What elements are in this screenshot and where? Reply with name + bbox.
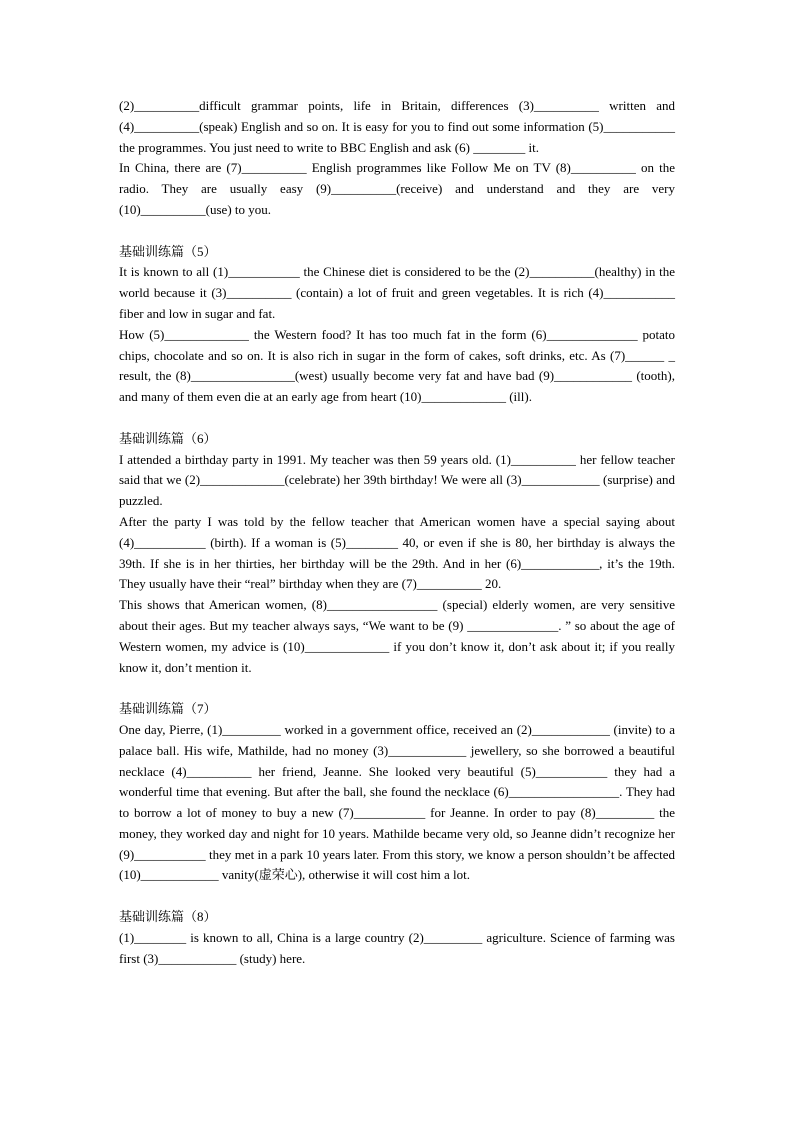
paragraph: (1)________ is known to all, China is a large country (2)_________ agriculture. Science of farming was first (3)____________ (study) here. bbox=[119, 929, 675, 966]
paragraph: It is known to all (1)___________ the Chinese diet is considered to be the (2)__________(healthy) in the world because it (3)__________ (contain) a lot of fruit and green vegetables. It is rich (4)___________ fiber and low in sugar and fat. bbox=[119, 264, 675, 321]
section-heading: 基础训练篇（5） bbox=[119, 243, 217, 259]
section-heading: 基础训练篇（7） bbox=[119, 701, 217, 717]
document-page bbox=[119, 96, 675, 969]
paragraph: One day, Pierre, (1)_________ worked in a government office, received an (2)____________ (invite) to a palace ball. His wife, Mathilde, had no money (3)____________ jewellery, so she borrowed a beautiful necklace (4)__________ her friend, Jeanne. She looked very beautiful (5)___________ they had a wonderful time that evening. But after the ball, she found the necklace (6)_________________. They had to borrow a lot of money to buy a new (7)___________ for Jeanne. In order to pay (8)_________ the money, they worked day and night for 10 years. Mathilde became very old, so Jeanne didn’t recognize her (9)___________ they met in a park 10 years later. From this story, we know a person shouldn’t be affected (10)____________ vanity(虚荣心), otherwise it will cost him a lot. bbox=[119, 721, 675, 883]
paragraph: This shows that American women, (8)_________________ (special) elderly women, are very sensitive about their ages. But my teacher always says, “We want to be (9) ______________. ” so about the age of Western women, my advice is (10)_____________ if you don’t know it, don’t ask about it; if you really know it, don’t mention it. bbox=[119, 597, 675, 675]
paragraph: I attended a birthday party in 1991. My teacher was then 59 years old. (1)__________ her fellow teacher said that we (2)_____________(celebrate) her 39th birthday! We were all (3)____________ (surprise) and puzzled. bbox=[119, 451, 675, 509]
paragraph: (2)__________difficult grammar points, life in Britain, differences (3)__________ written and (4)__________(speak) English and so on. It is easy for you to find out some information (5)___________ the programmes. You just need to write to BBC English and ask (6) ________ it. bbox=[119, 98, 675, 155]
section-heading: 基础训练篇（6） bbox=[119, 430, 217, 446]
section-exercise-5 bbox=[119, 242, 675, 408]
paragraph: How (5)_____________ the Western food? It has too much fat in the form (6)______________ potato chips, chocolate and so on. It is also rich in sugar in the form of cakes, soft drinks, etc. As (7)______ _ result, the (8)________________(west) usually become very fat and have bad (9)____________ (tooth), and many of them even die at an early age from heart (10)_____________ (ill). bbox=[119, 326, 675, 405]
section-exercise-7 bbox=[119, 699, 675, 886]
section-exercise-6 bbox=[119, 429, 675, 679]
section-heading: 基础训练篇（8） bbox=[119, 909, 217, 925]
section-exercise-8 bbox=[119, 907, 675, 969]
paragraph: After the party I was told by the fellow teacher that American women have a special saying about (4)___________ (birth). If a woman is (5)________ 40, or even if she is 80, her birthday is always the 39th. If she is in her thirties, her birthday will be the 29th. And in her (6)____________, it’s the 19th. They usually have their “real” birthday when they are (7)__________ 20. bbox=[119, 513, 675, 592]
paragraph: In China, there are (7)__________ English programmes like Follow Me on TV (8)__________ on the radio. They are usually easy (9)__________(receive) and understand and they are very (10)__________(use) to you. bbox=[119, 160, 675, 217]
section-continued bbox=[119, 96, 675, 221]
